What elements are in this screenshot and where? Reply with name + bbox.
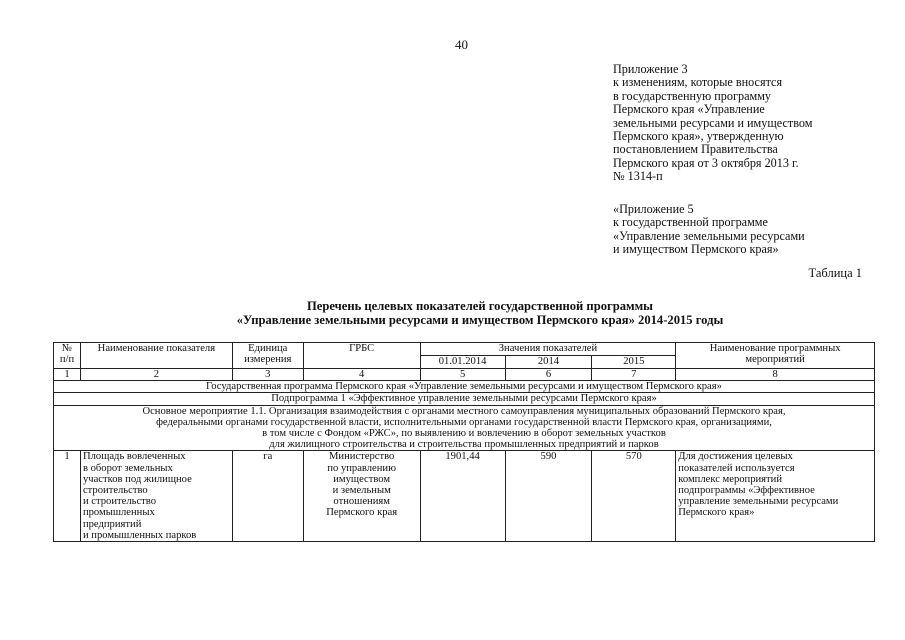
document-title (100, 299, 860, 327)
header-row (54, 343, 875, 356)
header-year: 01.01.2014 (420, 356, 505, 369)
column-number: 8 (676, 369, 875, 381)
header-year: 2014 (505, 356, 592, 369)
appendix-line: № 1314-п (613, 169, 663, 184)
program-measures: Для достижения целевых показателей используется комплекс мероприятий подпрограммы «Эффективное управление земельными ресурсами Пермского края» (676, 451, 875, 542)
appendix-5-note (613, 203, 893, 257)
column-number: 1 (54, 369, 81, 381)
appendix-line: Пермского края от 3 октября 2013 г. (613, 155, 799, 170)
appendix-line: в государственную программу (613, 88, 772, 103)
appendix-line: и имуществом Пермского края» (613, 242, 779, 257)
subprogram-row (54, 393, 875, 405)
header-grbs: ГРБС (303, 343, 420, 369)
table-row (54, 451, 875, 542)
value-2014-start: 1901,44 (420, 451, 505, 542)
indicator-unit: га (232, 451, 303, 542)
header-measures: Наименование программных мероприятий (676, 343, 875, 369)
value-2014: 590 (505, 451, 592, 542)
column-number: 4 (303, 369, 420, 381)
program-title: Государственная программа Пермского края «Управление земельными ресурсами и имуществом Пермского края» (54, 381, 875, 393)
page-number: 40 (455, 37, 468, 52)
column-number: 6 (505, 369, 592, 381)
subprogram-title: Подпрограмма 1 «Эффективное управление земельными ресурсами Пермского края» (54, 393, 875, 405)
title-line: «Управление земельными ресурсами и имуществом Пермского края» 2014-2015 годы (236, 313, 724, 327)
main-measure-title: Основное мероприятие 1.1. Организация взаимодействия с органами местного самоуправления муниципальных образований Пермского края, федеральными органами государственной власти, исполнительными органами государственной власти Пермского края, организациями, в том числе с Фондом «РЖС», по выявлению и вовлечению в оборот земельных участков для жилищного строительства и строительства промышленных предприятий и парков (54, 405, 875, 451)
main-measure-row (54, 405, 875, 451)
indicator-name: Площадь вовлеченных в оборот земельных участков под жилищное строительство и строительство промышленных предприятий и промышленных парков (80, 451, 232, 542)
appendix-line: к изменениям, которые вносятся (613, 75, 783, 90)
program-row (54, 381, 875, 393)
appendix-line: Приложение 3 (613, 62, 688, 76)
column-numbers-row (54, 369, 875, 381)
appendix-line: «Приложение 5 (613, 202, 694, 216)
appendix-line: «Управление земельными ресурсами (613, 228, 805, 243)
value-2015: 570 (592, 451, 676, 542)
appendix-line: Пермского края», утвержденную (613, 129, 784, 144)
indicator-grbs: Министерство по управлению имуществом и земельным отношениям Пермского края (303, 451, 420, 542)
appendix-3-note (613, 63, 893, 184)
appendix-line: Пермского края «Управление (613, 102, 765, 117)
row-num: 1 (54, 451, 81, 542)
header-values: Значения показателей (420, 343, 676, 356)
header-unit: Единица измерения (232, 343, 303, 369)
title-line: Перечень целевых показателей государственной программы (306, 299, 654, 313)
column-number: 3 (232, 369, 303, 381)
appendix-line: земельными ресурсами и имуществом (613, 115, 813, 130)
column-number: 5 (420, 369, 505, 381)
table-reference: Таблица 1 (808, 266, 862, 280)
column-number: 7 (592, 369, 676, 381)
appendix-line: к государственной программе (613, 215, 768, 230)
header-num: № п/п (54, 343, 81, 369)
indicators-table (53, 342, 875, 542)
header-name: Наименование показателя (80, 343, 232, 369)
column-number: 2 (80, 369, 232, 381)
header-year: 2015 (592, 356, 676, 369)
appendix-line: постановлением Правительства (613, 142, 778, 157)
